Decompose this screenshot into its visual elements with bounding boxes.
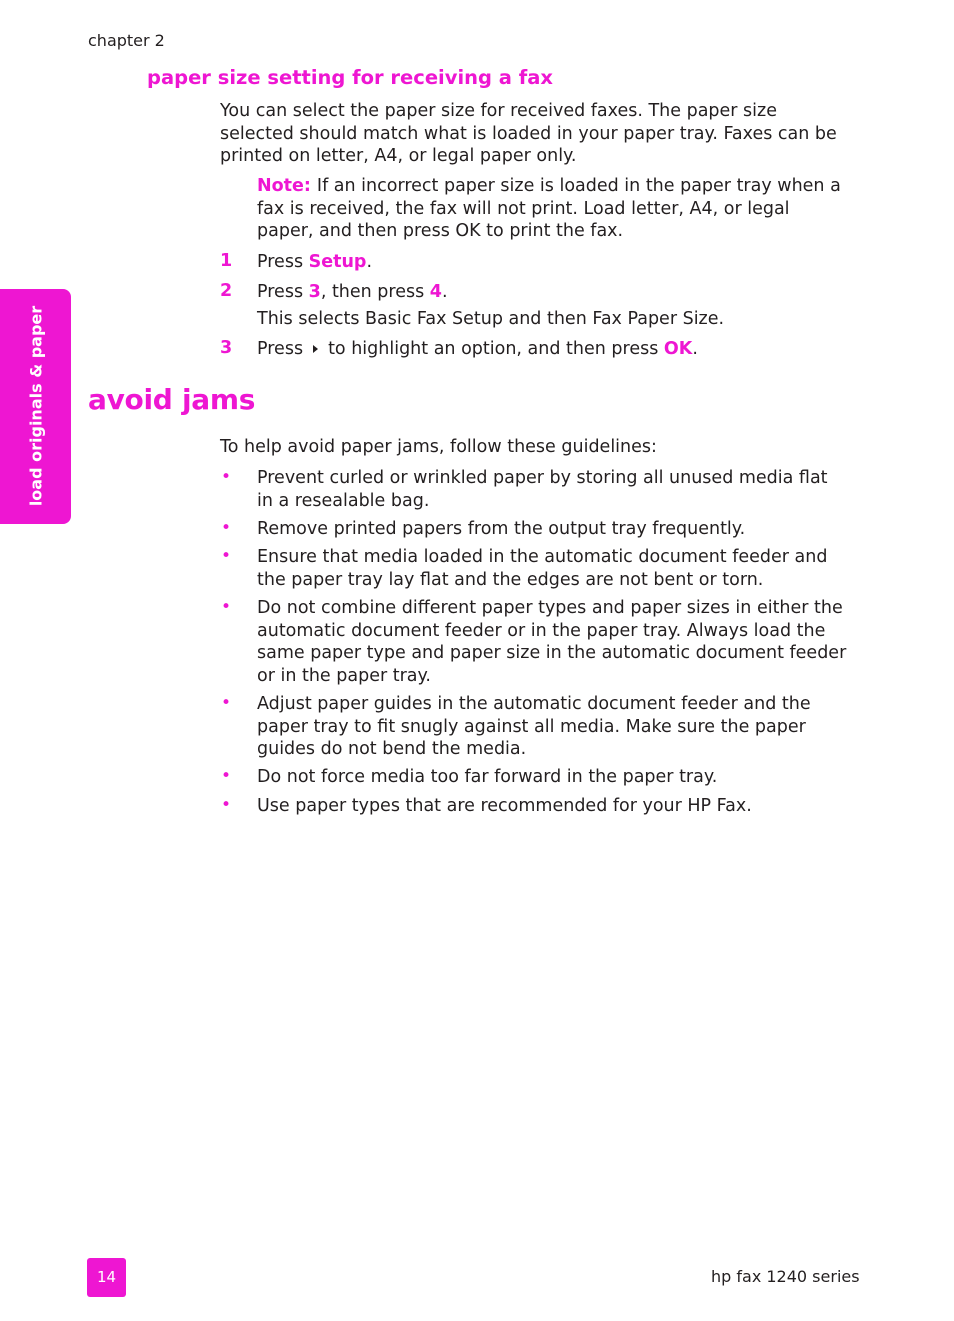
section-heading: paper size setting for receiving a fax <box>147 66 553 89</box>
avoid-jams-intro: To help avoid paper jams, follow these guidelines: <box>220 437 657 457</box>
step-2-text <box>257 281 847 304</box>
step-1-text <box>257 251 847 274</box>
list-item: Do not combine different paper types and paper sizes in either the automatic document feeder or in the paper tray. Always load the same paper type and paper size in the automatic document feeder or in the paper tray. <box>257 598 847 687</box>
bullet-icon: • <box>221 766 232 786</box>
chapter-label: chapter 2 <box>88 31 165 50</box>
bullet-icon: • <box>221 597 232 617</box>
footer-product-name: hp fax 1240 series <box>711 1267 860 1286</box>
bullet-icon: • <box>221 693 232 713</box>
step-3-text <box>257 338 847 361</box>
step-1-keyword: Setup <box>308 252 367 272</box>
list-item: Do not force media too far forward in the paper tray. <box>257 767 718 787</box>
note-block <box>257 175 847 243</box>
right-arrow-icon <box>313 345 318 353</box>
list-item: Use paper types that are recommended for your HP Fax. <box>257 796 752 816</box>
step-2-post: . <box>441 282 448 302</box>
bullet-icon: • <box>221 546 232 566</box>
step-number: 3 <box>220 338 233 358</box>
page-number-badge <box>87 1258 126 1297</box>
list-item: Adjust paper guides in the automatic document feeder and the paper tray to fit snugly against all media. Make sure the paper guides do not bend the media. <box>257 694 811 760</box>
bullet-icon: • <box>221 795 232 815</box>
step-2-keyword-1: 3 <box>308 282 321 302</box>
chapter-side-tab <box>0 289 71 524</box>
list-item: Remove printed papers from the output tray frequently. <box>257 519 746 539</box>
side-tab-label: load originals & paper <box>26 305 46 507</box>
step-1-post: . <box>366 252 373 272</box>
avoid-jams-heading: avoid jams <box>88 383 256 416</box>
step-1-pre: Press <box>257 252 309 272</box>
bullet-icon: • <box>221 467 232 487</box>
note-label: Note: <box>257 176 311 196</box>
step-2-keyword-2: 4 <box>429 282 442 302</box>
step-3-mid: to highlight an option, and then press <box>328 339 664 359</box>
step-2-mid: , then press <box>320 282 430 302</box>
step-number: 2 <box>220 281 233 301</box>
step-3-post: . <box>692 339 698 359</box>
list-item: Prevent curled or wrinkled paper by storing all unused media flat in a resealable bag. <box>257 468 828 511</box>
step-2-detail: This selects Basic Fax Setup and then Fax Paper Size. <box>257 309 725 329</box>
page-number: 14 <box>96 1268 117 1286</box>
step-number: 1 <box>220 251 233 271</box>
section-intro: You can select the paper size for received faxes. The paper size selected should match what is loaded in your paper tray. Faxes can be printed on letter, A4, or legal paper only. <box>220 101 837 167</box>
step-3-keyword: OK <box>663 339 693 359</box>
note-text: If an incorrect paper size is loaded in the paper tray when a fax is received, the fax will not print. Load letter, A4, or legal paper, and then press OK to print the fax. <box>257 176 841 242</box>
bullet-icon: • <box>221 518 232 538</box>
step-2-pre: Press <box>257 282 309 302</box>
list-item: Ensure that media loaded in the automatic document feeder and the paper tray lay flat and the edges are not bent or torn. <box>257 547 828 590</box>
step-3-pre: Press <box>257 339 304 359</box>
